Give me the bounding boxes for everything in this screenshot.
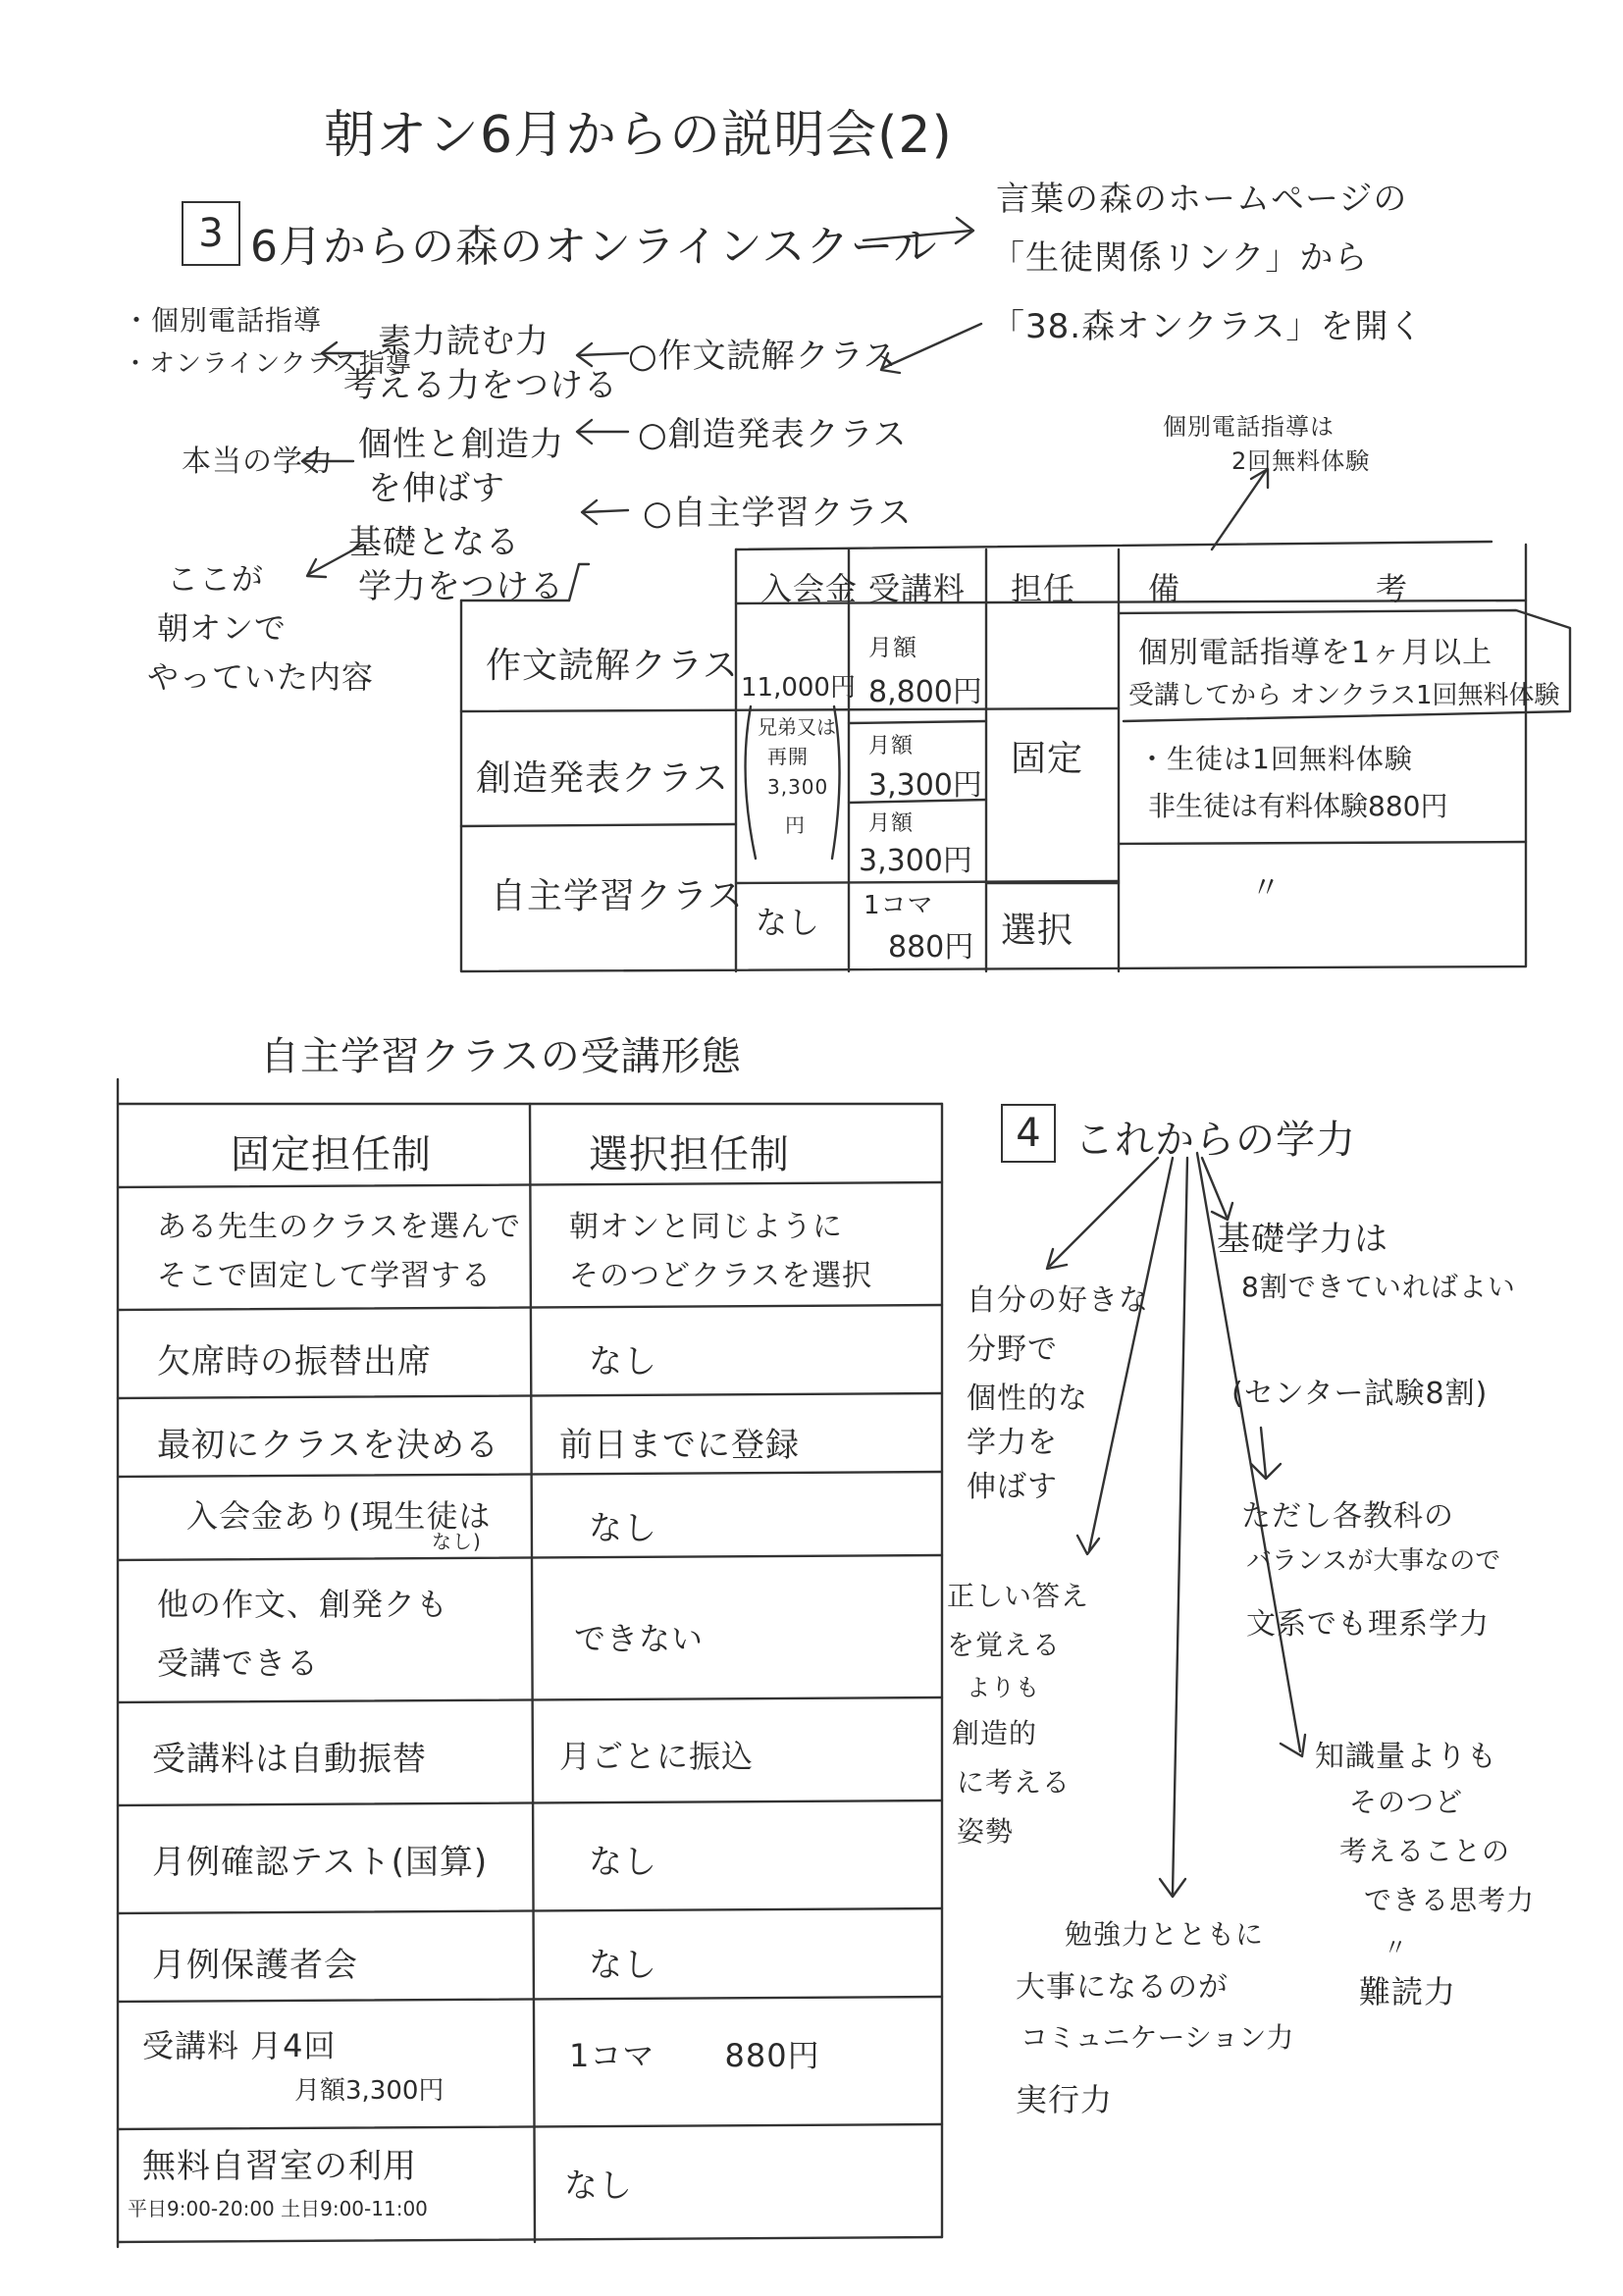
section-4-heading: これからの学力 xyxy=(1074,1118,1356,1163)
knowledge-5: 難読力 xyxy=(1359,1973,1457,2010)
section-3-heading: 6月からの森のオンラインスクール xyxy=(250,222,938,272)
th-fee: 受講料 xyxy=(868,570,967,607)
ss-r2-left: 欠席時の振替出席 xyxy=(157,1342,432,1382)
ss-r2-right: なし xyxy=(589,1342,657,1382)
row-sakubun-name: 作文読解クラス xyxy=(486,646,739,686)
individual-1: 自分の好きな xyxy=(967,1283,1149,1318)
entry-sibling-2: 再開 xyxy=(767,745,809,768)
basic-2: 8割できていればよい xyxy=(1241,1271,1516,1303)
self-study-title: 自主学習クラスの受講形態 xyxy=(260,1034,742,1079)
left-note-phone: ・個別電話指導 xyxy=(123,304,323,337)
individual-3: 個性的な xyxy=(967,1382,1088,1416)
goal-1b: 考える力をつける xyxy=(343,366,618,405)
ss-r8-left: 月例保護者会 xyxy=(152,1946,358,1985)
fee-extra-1: 月額 xyxy=(868,811,915,836)
row-jishu-name: 自主学習クラス xyxy=(491,876,744,916)
fee-jishu-2: 880円 xyxy=(888,930,974,965)
individual-4: 学力を xyxy=(967,1426,1058,1460)
class-sakubun: ○作文読解クラス xyxy=(628,337,898,376)
link-note-line-1: 言葉の森のホームページの xyxy=(996,180,1408,219)
trial-note-2: 2回無料体験 xyxy=(1231,447,1371,475)
balance-2: バランスが大事なので xyxy=(1246,1546,1501,1576)
trial-note-1: 個別電話指導は xyxy=(1163,413,1335,441)
ss-r5-left-2: 受講できる xyxy=(157,1644,320,1682)
entry-none: なし xyxy=(756,904,821,941)
ss-r1-right-1: 朝オンと同じように xyxy=(569,1210,843,1244)
entry-sibling-3: 3,300 xyxy=(767,775,829,799)
goal-3b: 学力をつける xyxy=(358,567,564,606)
knowledge-3: 考えることの xyxy=(1339,1835,1511,1867)
ss-r10-right: なし xyxy=(564,2166,633,2206)
note-row1-line1: 個別電話指導を1ヶ月以上 xyxy=(1138,636,1493,670)
left-note-online: ・オンラインクラス指導 xyxy=(123,349,412,379)
ss-r8-right: なし xyxy=(589,1946,657,1985)
ss-r7-right: なし xyxy=(589,1843,657,1882)
study-1: 勉強力とともに xyxy=(1065,1918,1265,1951)
entry-sibling-4: 円 xyxy=(785,813,806,837)
ss-r9-right: 1コマ 880円 xyxy=(569,2037,820,2074)
left-note-content: やっていた内容 xyxy=(147,658,375,696)
ss-r4-left-2: なし) xyxy=(432,1530,482,1553)
ss-r1-right-2: そのつどクラスを選択 xyxy=(569,1259,873,1293)
ss-r3-right: 前日までに登録 xyxy=(559,1426,800,1465)
individual-5: 伸ばす xyxy=(967,1470,1058,1504)
note-row1-line2: 受講してから オンクラス1回無料体験 xyxy=(1128,681,1560,710)
note-row2-line2: 非生徒は有料体験880円 xyxy=(1148,790,1448,822)
ss-header-fixed: 固定担任制 xyxy=(231,1132,432,1177)
study-4: 実行力 xyxy=(1016,2081,1114,2118)
individual-2: 分野で xyxy=(967,1332,1058,1367)
creative-5: に考える xyxy=(957,1766,1072,1799)
study-3: コミュニケーション力 xyxy=(1021,2021,1294,2054)
ss-r1-left-1: ある先生のクラスを選んで xyxy=(157,1210,522,1244)
creative-4: 創造的 xyxy=(952,1717,1038,1749)
th-note: 備考 xyxy=(1148,570,1604,607)
th-entry: 入会金 xyxy=(760,570,859,607)
knowledge-2: そのつど xyxy=(1349,1786,1464,1818)
fee-souzou-2: 3,300円 xyxy=(868,768,982,803)
section-3-number: 3 xyxy=(182,201,240,266)
basic-1: 基礎学力は xyxy=(1217,1220,1388,1259)
fee-extra-2: 3,300円 xyxy=(859,844,972,878)
creative-3: よりも xyxy=(967,1674,1040,1701)
note-row2-line1: ・生徒は1回無料体験 xyxy=(1138,743,1413,775)
left-note-real-ability: 本当の学力 xyxy=(182,444,334,479)
note-row3: 〃 xyxy=(1251,871,1282,906)
ss-r10-left-1: 無料自習室の利用 xyxy=(142,2147,417,2186)
left-note-asaon: 朝オンで xyxy=(157,609,288,647)
ss-r6-right: 月ごとに振込 xyxy=(559,1738,755,1775)
link-note-line-3: 「38.森オンクラス」を開く xyxy=(991,307,1424,346)
link-note-line-2: 「生徒関係リンク」から xyxy=(991,238,1369,278)
ss-r5-right: できない xyxy=(574,1620,705,1657)
goal-2a: 個性と創造力 xyxy=(358,425,564,464)
class-jishu: ○自主学習クラス xyxy=(643,494,913,533)
ss-r4-right: なし xyxy=(589,1509,657,1548)
ss-r4-left-1: 入会金あり(現生徒は xyxy=(186,1497,492,1535)
ss-r7-left: 月例確認テスト(国算) xyxy=(152,1843,489,1882)
goal-3a: 基礎となる xyxy=(348,523,520,562)
fee-jishu-1: 1コマ xyxy=(864,891,934,920)
ss-r9-left-1: 受講料 月4回 xyxy=(142,2027,337,2064)
balance-3: 文系でも理系学力 xyxy=(1246,1607,1490,1642)
balance-1: ただし各教科の xyxy=(1241,1499,1454,1534)
creative-6: 姿勢 xyxy=(957,1815,1015,1848)
basic-3: (センター試験8割) xyxy=(1231,1377,1489,1411)
ss-r1-left-2: そこで固定して学習する xyxy=(157,1259,492,1293)
ss-r6-left: 受講料は自動振替 xyxy=(152,1740,427,1779)
page-title: 朝オン6月からの説明会(2) xyxy=(324,106,953,165)
goal-1a: 素力読む力 xyxy=(378,322,550,361)
row-souzou-name: 創造発表クラス xyxy=(476,758,729,799)
knowledge-1: 知識量よりも xyxy=(1315,1740,1497,1774)
goal-2b: を伸ばす xyxy=(368,469,505,508)
ss-header-select: 選択担任制 xyxy=(589,1132,790,1177)
creative-1: 正しい答え xyxy=(947,1580,1090,1612)
entry-sibling-1: 兄弟又は xyxy=(758,715,836,739)
creative-2: を覚える xyxy=(947,1629,1062,1661)
section-4-number: 4 xyxy=(1001,1104,1056,1163)
entry-shared: 11,000円 xyxy=(741,673,856,703)
ss-r10-left-2: 平日9:00-20:00 土日9:00-11:00 xyxy=(128,2197,428,2220)
knowledge-4: できる思考力 xyxy=(1364,1884,1536,1916)
ss-r3-left: 最初にクラスを決める xyxy=(157,1426,499,1465)
class-souzou: ○創造発表クラス xyxy=(638,415,908,454)
fee-sakubun-1: 月額 xyxy=(868,634,917,661)
study-2: 大事になるのが xyxy=(1016,1970,1229,2005)
fee-sakubun-2: 8,800円 xyxy=(868,675,982,709)
tannin-fixed: 固定 xyxy=(1011,739,1084,779)
left-note-here: ここが xyxy=(167,560,265,598)
ss-r9-left-2: 月額3,300円 xyxy=(294,2076,445,2106)
th-tannin: 担任 xyxy=(1011,570,1076,607)
tannin-select: 選択 xyxy=(1001,911,1074,951)
knowledge-ditto: 〃 xyxy=(1384,1934,1408,1961)
ss-r5-left-1: 他の作文、創発クも xyxy=(157,1586,449,1623)
fee-souzou-1: 月額 xyxy=(868,734,915,758)
